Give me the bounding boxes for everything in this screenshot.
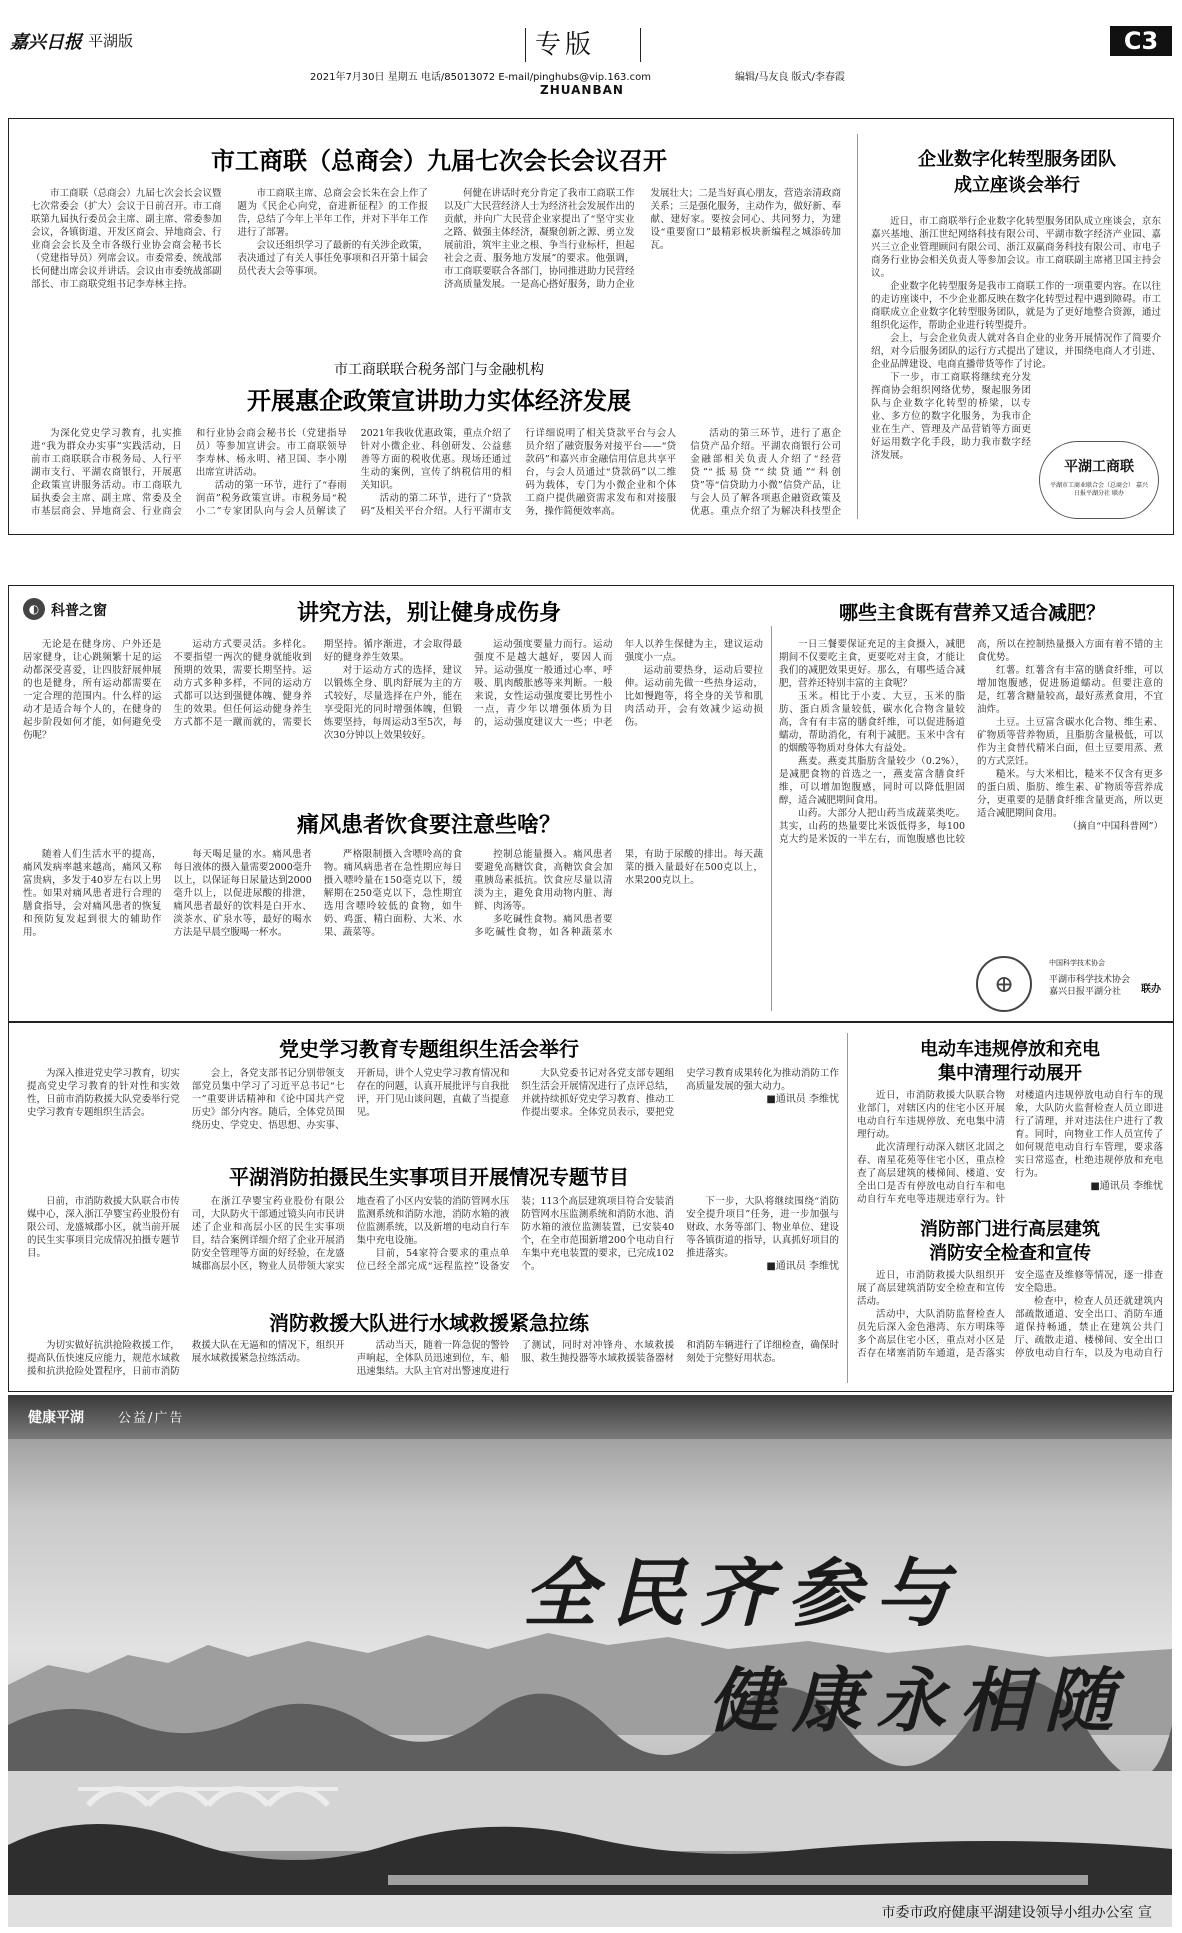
article2-body: 为深化党史学习教育，扎实推进“我为群众办实事”实践活动，日前市工商联联合市税务局、人行平湖市支行、平湖农商银行，开展惠企政策宣讲服务活动。市工商联九届执委会主席、副主席、常委及全市基层商会、异地商会、行业商会和行业协会商会秘书长（党建指导员）等参加宣讲会。市工商联领导李寿林、杨永明、褚卫国、李小刚出席宣讲活动。 活动的第一环节，进行了“春雨润苗”税务政策宣讲。市税务局“税小二”专家团队向与会人员解读了2021年我收优惠政策，重点介绍了针对小微企业、科创研发、公益慈善等方面的税收优惠。现场还通过生动的案例，宣传了纳税信用的相关知识。 活动的第二环节，进行了“贷款码”及相关平台介绍。人行平湖市支行详细说明了相关贷款平台与会人员介绍了融资服务对接平台——“贷款码”和嘉兴市金融信用信息共享平台，与会人员通过“贷款码”以二维码为载体，专门为小微企业和个体工商户提供融资需求发布和对接服务，操作简便效率高。 活动的第三环节，进行了惠企信贷产品介绍。平湖农商银行公司金融部相关负责人介绍了“经营贷”“抵易贷”“续贷通”“科创贷”等“信贷助力小微”信贷产品，让与会人员了解各项惠企融资政策及优惠。重点介绍了为解决科技型企	[31, 428, 841, 517]
fire-a3-title: 消防救援大队进行水域救援紧急拉练	[269, 1311, 589, 1335]
kepu-co-organizers	[1049, 974, 1169, 998]
paper-name: 嘉兴日报	[10, 32, 82, 53]
page-number-badge	[1110, 26, 1172, 56]
ad-slogan-line1: 全民齐参与	[523, 1551, 963, 1637]
article1-body: 市工商联（总商会）九届七次会长会议暨七次常委会（扩大）会议于日前召开。市工商联第九届执行委员会主席、副主席、常委参加会议，各镇街道、开发区商会、异地商会、行业商会会长及全市各级行业协会商会秘书长（党建指导员）列席会议。市委常委、统战部长何健出席会议并讲话。会议由市委统战部副部长、市工商联党组书记李寿林主持。 市工商联主席、总商会会长朱在会上作了题为《民企心向党，奋进新征程》的工作报告，总结了今年上半年工作，并对下半年工作进行了部署。 会议还组织学习了最新的有关涉企政策，表决通过了有关人事任免事项和召开第十届会员代表大会等事项。 何健在讲话时充分肯定了我市工商联工作以及广大民营经济人士为经济社会发展作出的贡献，并向广大民营企业家提出了“坚守实业之路、做强主体经济，凝聚创新之源、勇立发展前沿，筑牢主业之根、争当行业标杆，担起社会之责、服务地方发展”的要求。他强调，市工商联要联合各部门，协同推进助力民营经济高质量发展。一是高心搭好服务，助力企业发展壮大；二是当好真心朋友，营造亲清政商关系；三是强化服务，主动作为，做好新、奉献、建好家。要按会同心、共同努力，为建设“重要窗口”最精彩板块新编程之城添砖加瓦。	[31, 188, 841, 290]
ad-footer-text: 市委市政府健康平湖建设领导小组办公室 宣	[881, 1905, 1152, 1921]
federation-seal-caption: 平湖市工商业联合会（总商会） 嘉兴日报平湖分社 联办	[1050, 482, 1148, 497]
kepu-article-b-title: 痛风患者饮食要注意些啥？	[296, 813, 561, 838]
section-divider-right	[640, 28, 641, 62]
kepu-logo-icon: ◐	[23, 598, 45, 620]
article3-title-line1: 企业数字化转型服务团队	[918, 149, 1116, 170]
fire-a5-title-line2: 消防安全检查和宣传	[929, 1243, 1091, 1264]
fire-section	[8, 1022, 1174, 1392]
kepu-article-b-body: 随着人们生活水平的提高，痛风发病率越来越高，痛风又称富贵病，多发于40岁左右以上男性。如果对痛风患者进行合理的膳食指导，会对痛风患者的恢复和预防复发起到很大的辅助作用。 每天喝足量的水。痛风患者每日液体的摄入量需要2000毫升以上，以保证每日尿量达到2000毫升以上，以促进尿酸的排泄，痛风患者最好的饮料是白开水、淡茶水、矿泉水等，最好的喝水方法是早晨空腹喝一杯水。 严格限制摄入含嘌呤高的食物。痛风病患者在急性期应每日摄入嘌呤量在150毫克以下，缓解期在250毫克以下，急性期宜选用含嘌呤较低的食物，如牛奶、鸡蛋、精白面粉、大米、水果、蔬菜等。 控制总能量摄入。痛风患者要避免高糖饮食，高糖饮食会加重胰岛素抵抗。饮食应尽量以清淡为主，避免食用动物内脏、海鲜、肉汤等。 多吃碱性食物。痛风患者要多吃碱性食物，如各种蔬菜水果，有助于尿酸的排出。每天蔬菜的摄入量最好在500克以上，水果200克以上。	[23, 849, 763, 938]
kepu-column-header	[23, 596, 143, 622]
article3-body: 近日，市工商联举行企业数字化转型服务团队成立座谈会，京东嘉兴基地、浙江世纪网络科技有限公司、平湖市数字经济产业园、嘉兴三立企业管理顾问有限公司、浙江双赢商务科技有限公司、市电子商务行业协会相关负责人等参加会议。市工商联副主席褚卫国主持会议。 企业数字化转型服务是我市工商联工作的一项重要内容。在以往的走访座谈中，不少企业都反映在数字化转型过程中遇到障碍。市工商联成立企业数字化转型服务团队，就是为了更好地整合资源，通过组织化运作，帮助企业进行转型提升。 会上，与会企业负责人就对各自企业的业务开展情况作了简要介绍，对今后服务团队的运行方式提出了建议，并围绕电商人才引进、企业品牌建设、电商直播带货等作了讨论。 下一步，市工商联将继续充分发挥商协会组织网络优势，聚起服务团队与企业数字化转型的桥梁，以专业、多方位的数字化服务，为我市企业在生产、管理及产品营销等方面更好运用数字化手段，助力我市数字经济发展。	[871, 216, 1161, 461]
section-divider-left	[525, 28, 526, 62]
fire-a4-title-line2: 集中清理行动展开	[938, 1063, 1082, 1084]
article2-title: 开展惠企政策宣讲助力实体经济发展	[247, 387, 631, 415]
article3-title-line2: 成立座谈会举行	[954, 175, 1080, 196]
science-column-rule	[771, 626, 772, 1011]
kepu-article-c-body: 一日三餐要保证充足的主食摄入，减肥期间不仅要吃主食，更要吃对主食，才能让我们的减肥效果更好。那么，有哪些适合减肥，营养还特别丰富的主食呢？ 玉米。相比于小麦、大豆，玉米的脂肪、蛋白质含量较低，碳水化合物含量较高，含有有丰富的膳食纤维，可以促进肠道蠕动，帮助消化，有利于减肥。玉米中含有的烟酸等物质对身体大有益处。 燕麦。燕麦其脂肪含量较少（0.2%），是减肥食物的首选之一，燕麦富含膳食纤维，可以增加饱腹感，同时可以降低胆固醇，适合减肥期间食用。 山药。大部分人把山药当成蔬菜类吃。其实，山药的热量要比米饭低得多，每100克大约是米饭的一半左右，而饱腹感也比较高，所以在控制热量摄入方面有着不错的主食优势。 红薯。红薯含有丰富的膳食纤维，可以增加饱腹感，促进肠道蠕动。但要注意的是，红薯含糖量较高，最好蒸煮食用，不宜油炸。 土豆。土豆富含碳水化合物、维生素、矿物质等营养物质，且脂肪含量极低，可以作为主食替代精米白面，但土豆要用蒸、煮的方式烹饪。 糙米。与大米相比，糙米不仅含有更多的蛋白质、脂肪、维生素、矿物质等营养成分，更重要的是膳食纤维含量更高，所以更适合减肥期间食用。 （摘自“中国科普网”）	[779, 639, 1163, 845]
masthead	[0, 0, 1182, 97]
article1-title: 市工商联（总商会）九届七次会长会议召开	[211, 147, 667, 175]
federation-seal-logo: 平湖工商联	[1064, 459, 1134, 475]
kepu-coorg-2: 嘉兴日报平湖分社	[1049, 987, 1122, 997]
public-service-ad	[8, 1395, 1172, 1927]
kepu-article-c-title: 哪些主食既有营养又适合减肥？	[838, 602, 1105, 624]
section-pinyin: ZHUANBAN	[540, 83, 624, 97]
ad-header-right: 公益/广告	[118, 1411, 185, 1426]
cast-seal-name: 中国科学技术协会	[1049, 959, 1105, 967]
edition-label: 平湖版	[88, 32, 134, 50]
cast-seal	[969, 956, 1039, 1016]
section-title: 专版	[535, 30, 596, 60]
science-section	[8, 585, 1174, 1022]
kepu-coorg-1: 平湖市科学技术协会	[1049, 975, 1131, 985]
federation-section	[8, 118, 1174, 535]
cast-logo-icon: ⊕	[976, 956, 1032, 1012]
fire-a1-title: 党史学习教育专题组织生活会举行	[279, 1037, 579, 1061]
fire-a4-byline: ■通讯员 李维忧	[1090, 1181, 1163, 1192]
fire-a3-body: 为切实做好抗洪抢险救援工作，提高队伍快速反应能力，规范水域救援和抗洪抢险处置程序，日前市消防救援大队在无逼和的情况下，组织开展水域救援紧急拉练活动。 活动当天，随着一阵急促的警铃声响起，全体队员迅速到位，车、船迅速集结。大队主官对出警速度进行了测试，同时对冲锋舟、水域救援服、救生抛投器等水域救援装备器材和消防车辆进行了详细检查，确保时刻处于完整好用状态。	[27, 1340, 839, 1377]
date-line: 2021年7月30日 星期五 电话/85013072 E-mail/pinghubs@vip.163.com	[310, 72, 651, 83]
fire-a5-body: 近日，市消防救援大队组织开展了高层建筑消防安全检查和宣传活动。 活动中，大队消防监督检查人员先后深入金色港湾、东方明珠等多个高层住宅小区，重点对小区是否存在堵塞消防车通道，是否落实安全巡查及维修等情况，逐一排查安全隐患。 检查中，检查人员还就建筑内部疏散通道、安全出口、消防车通道保持畅通，禁止在建筑公共门厅、疏散走道、楼梯间、安全出口停放电动自行车，以及为电动自行	[857, 1270, 1163, 1359]
kepu-article-a-title: 讲究方法，别让健身成伤身	[296, 601, 561, 626]
article2-subtitle: 市工商联联合税务部门与金融机构	[334, 362, 544, 378]
ad-header-left: 健康平湖	[28, 1410, 84, 1426]
page-number: C3	[1123, 27, 1159, 55]
fire-a5-title-line1: 消防部门进行高层建筑	[920, 1219, 1100, 1240]
fire-a1-body: 为深入推进党史学习教育，切实提高党史学习教育的针对性和实效性，日前市消防救援大队党委举行党史学习教育专题组织生活会。 会上，各党支部书记分别带领支部党员集中学习了习近平总书记“七一”重要讲话精神和《论中国共产党历史》部分内容。随后，全体党员围绕历史、学党史、悟思想、办实事、开新局，讲个人党史学习教育情况和存在的问题，认真开展批评与自我批评，开门见山谈问题，直截了当提意见。 大队党委书记对各党支部专题组织生活会开展情况进行了点评总结，并就持续抓好党史学习教育、推动工作提出要求。全体党员表示，要把党史学习教育成果转化为推动消防工作高质量发展的强大动力。 ■通讯员 李维忧	[27, 1068, 839, 1131]
fire-a4-body: 近日，市消防救援大队联合物业部门，对辖区内的住宅小区开展电动自行车违规停放、充电集中清理行动。 此次清理行动深入辖区北固之春、南星花苑等住宅小区，重点检查了高层建筑的楼梯间、楼道、安全出口是否有停放电动自行车和电动自行车充电等违规违章行为。针对楼道内违规停放电动自行车的现象，大队防火监督检查人员立即进行了清理，并对违法住户进行了教育。同时，向物业工作人员宣传了如何规范电动自行车管理，要求落实日常巡查，杜绝违规停放和充电行为。 ■通讯员 李维忧	[857, 1090, 1163, 1205]
federation-seal	[1039, 441, 1159, 519]
kepu-column-name: 科普之窗	[51, 603, 107, 619]
ad-slogan-line2: 健康永相随	[708, 1659, 1128, 1742]
editor-line: 编辑/马友良 版式/李春霞	[735, 72, 845, 83]
ad-footer	[8, 1895, 1172, 1927]
federation-column-rule	[857, 134, 858, 519]
fire-column-rule	[847, 1033, 848, 1383]
fire-a1-byline: ■通讯员 李维忧	[766, 1094, 839, 1105]
kepu-article-a-body: 无论是在健身房、户外还是居家健身，让心跳频繁十足的运动都深受喜爱，让四肢舒展伸展的也是健身，所有运动都需要在一定合理的范围内。什么样的运动才是适合每个人的，在健身的起步阶段如何才能，如何避免受伤呢？ 运动方式要灵活。多样化。不要指望一两次的健身就能收到预期的效果，需要长期坚持。运动方式多种多样，不同的运动方式都可以达到强健体魄、健身养生的效果。但任何运动健身养生方式都不是一蹴而就的，需要长期坚持。循序渐进，才会取得最好的健身养生效果。 对于运动方式的选择，建议以锻炼全身、肌肉舒展为主的方式较好，尽量选择在户外，能在享受阳光的同时增强体魄，但锻炼要坚持，每周运动3至5次，每次30分钟以上效果较好。 运动强度要量力而行。运动强度不是越大越好，要因人而异。运动强度一般通过心率、呼吸、肌肉酸胀感等来判断。一般来说，女性运动强度要比男性小一点，青少年以增强体质为目的，运动强度建议大一些；中老年人以养生保健为主，建议运动强度小一点。 运动前要热身，运动后要拉伸。运动前先做一些热身运动，比如慢跑等，将全身的关节和肌肉活动开，会有效减少运动损伤。	[23, 639, 763, 741]
ad-header	[8, 1395, 1172, 1439]
fire-a4-title-line1: 电动车违规停放和充电	[920, 1039, 1100, 1060]
kepu-coorg-suffix: 联办	[1141, 984, 1161, 995]
fire-a2-body: 日前，市消防救援大队联合市传媒中心，深入浙江孕婴宝药业股份有限公司、龙盛城郡小区，就当前开展的民生实事项目完成情况拍摄专题节目。 在浙江孕婴宝药业股份有限公司，大队防火干部通过镜头向市民讲述了企业和高层小区的民生实事项目，结合案例详细介绍了企业开展消防安全管理等方面的好经验，在龙盛城郡高层小区，物业人员带领大家实地查看了小区内安装的消防管网水压监测系统和消防水池，消防水箱的液位监测系统，以及新增的电动自行车集中充电设施。 目前，54家符合要求的重点单位已经全部完成“远程监控”设备安装；113个高层建筑项目符合安装消防管网水压监测系统和消防水池、消防水箱的液位监测装置，已安装40个，在全市范围新增200个电动自行车集中充电装置的要求，已完成102个。 下一步，大队将继续围绕“消防安全提升项目”任务，进一步加强与财政、水务等部门、物业单位、建设等各镇街道的指导，认真抓好项目的推进落实。 ■通讯员 李维忧	[27, 1196, 839, 1272]
fire-a2-byline: ■通讯员 李维忧	[766, 1261, 839, 1272]
path-walkway	[388, 1875, 1088, 1885]
fire-a2-title: 平湖消防拍摄民生实事项目开展情况专题节目	[229, 1165, 629, 1189]
